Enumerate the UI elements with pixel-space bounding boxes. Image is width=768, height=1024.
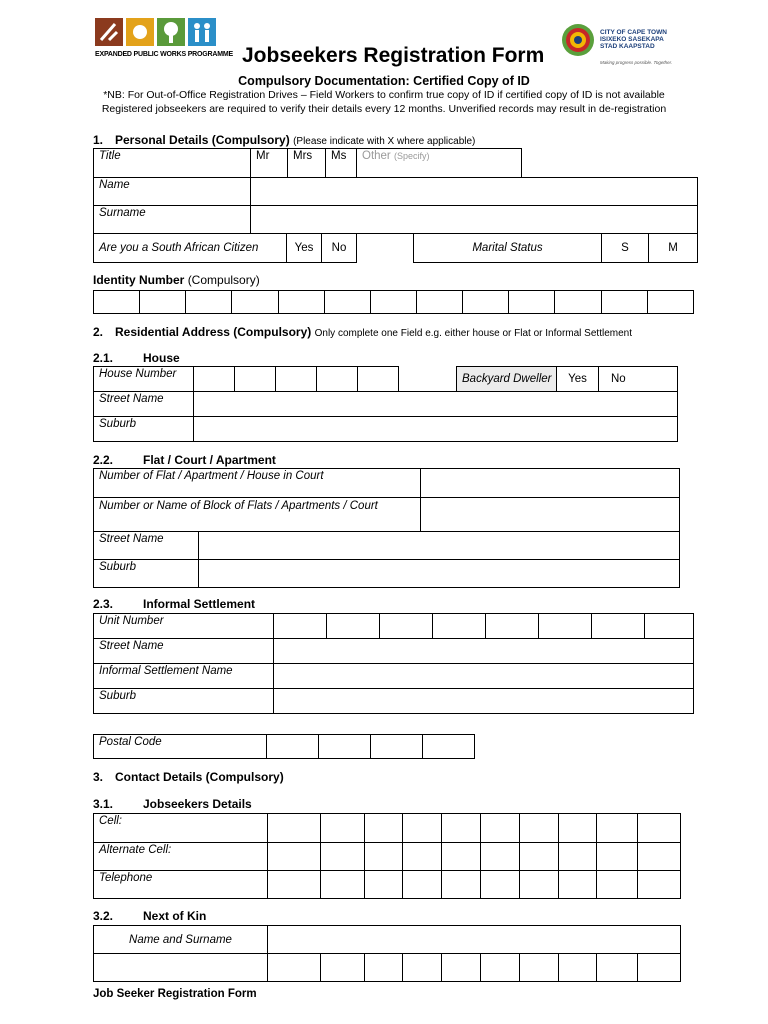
- informal-street-label: Street Name: [94, 639, 274, 664]
- kin-digit-box[interactable]: [365, 954, 403, 982]
- alt-cell-digit-box[interactable]: [321, 843, 365, 871]
- city-of-cape-town-logo: [560, 20, 680, 70]
- jobseeker-contact-table: [93, 813, 681, 899]
- unit-number-box[interactable]: [433, 614, 486, 639]
- house-street-field[interactable]: [194, 392, 678, 417]
- informal-settlement-heading: 2.3. Informal Settlement: [93, 597, 256, 611]
- id-digit-box[interactable]: [186, 291, 232, 314]
- house-number-box[interactable]: [276, 367, 317, 392]
- section-personal-details-heading: 1. Personal Details (Compulsory) (Please indicate with X where applicable): [93, 133, 476, 147]
- kin-digit-box[interactable]: [520, 954, 559, 982]
- citizen-marital-table: [93, 233, 698, 263]
- title-other-field[interactable]: Other (Specify): [357, 149, 522, 178]
- alt-cell-digit-box[interactable]: [597, 843, 638, 871]
- identity-number-heading: Identity Number (Compulsory): [93, 273, 260, 287]
- house-suburb-field[interactable]: [194, 417, 678, 442]
- epwp-logo: [95, 18, 233, 68]
- alt-cell-digit-box[interactable]: [365, 843, 403, 871]
- unit-number-box[interactable]: [592, 614, 645, 639]
- epwp-logo-text: EXPANDED PUBLIC WORKS PROGRAMME: [95, 51, 233, 58]
- epwp-people-icon: [188, 18, 216, 46]
- id-digit-box[interactable]: [601, 291, 647, 314]
- telephone-label: Telephone: [94, 871, 268, 899]
- next-of-kin-heading: 3.2. Next of Kin: [93, 909, 207, 923]
- flat-street-field[interactable]: [199, 532, 680, 560]
- backyard-yes-option[interactable]: Yes: [557, 367, 599, 392]
- unit-number-box[interactable]: [380, 614, 433, 639]
- page-footer: Job Seeker Registration Form: [93, 988, 257, 1000]
- telephone-digit-box[interactable]: [442, 871, 481, 899]
- id-digit-box[interactable]: [509, 291, 555, 314]
- cell-digit-box[interactable]: [597, 814, 638, 843]
- title-mr-option[interactable]: Mr: [251, 149, 288, 178]
- title-ms-option[interactable]: Ms: [326, 149, 357, 178]
- cell-digit-box[interactable]: [481, 814, 520, 843]
- house-number-box[interactable]: [235, 367, 276, 392]
- alt-cell-digit-box[interactable]: [638, 843, 681, 871]
- city-tagline: Making progress possible. Together.: [600, 60, 673, 65]
- id-digit-box[interactable]: [140, 291, 186, 314]
- alt-cell-digit-box[interactable]: [442, 843, 481, 871]
- kin-digit-box[interactable]: [559, 954, 597, 982]
- telephone-digit-box[interactable]: [321, 871, 365, 899]
- cell-digit-box[interactable]: [638, 814, 681, 843]
- house-number-box[interactable]: [358, 367, 399, 392]
- telephone-digit-box[interactable]: [365, 871, 403, 899]
- alt-cell-digit-box[interactable]: [559, 843, 597, 871]
- id-digit-box[interactable]: [94, 291, 140, 314]
- marital-status-label: Marital Status: [414, 234, 602, 263]
- flat-number-label: Number of Flat / Apartment / House in Court: [94, 469, 421, 498]
- id-digit-box[interactable]: [278, 291, 324, 314]
- id-digit-box[interactable]: [232, 291, 278, 314]
- id-digit-box[interactable]: [324, 291, 370, 314]
- title-mrs-option[interactable]: Mrs: [288, 149, 326, 178]
- house-address-table: [93, 391, 678, 442]
- next-of-kin-table: [93, 925, 681, 982]
- flat-block-label: Number or Name of Block of Flats / Apartments / Court: [94, 498, 421, 532]
- surname-label: Surname: [94, 206, 251, 234]
- kin-digit-box[interactable]: [597, 954, 638, 982]
- city-crest-icon: [560, 22, 596, 58]
- alt-cell-digit-box[interactable]: [481, 843, 520, 871]
- telephone-digit-box[interactable]: [268, 871, 321, 899]
- flat-street-label: Street Name: [94, 532, 199, 560]
- unit-number-box[interactable]: [539, 614, 592, 639]
- unit-number-box[interactable]: [274, 614, 327, 639]
- citizen-label: Are you a South African Citizen: [94, 234, 287, 263]
- marital-married-option[interactable]: M: [649, 234, 698, 263]
- unit-number-label: Unit Number: [94, 614, 274, 639]
- epwp-sun-icon: [126, 18, 154, 46]
- kin-digit-box[interactable]: [403, 954, 442, 982]
- house-street-label: Street Name: [94, 392, 194, 417]
- house-number-box[interactable]: [194, 367, 235, 392]
- surname-field[interactable]: [251, 206, 698, 234]
- informal-settlement-table: [93, 613, 694, 714]
- cell-digit-box[interactable]: [321, 814, 365, 843]
- unit-number-box[interactable]: [645, 614, 694, 639]
- kin-blank-label-cell: [94, 954, 268, 982]
- postal-code-table: [93, 734, 475, 759]
- telephone-digit-box[interactable]: [638, 871, 681, 899]
- kin-name-label: Name and Surname: [94, 926, 268, 954]
- settlement-name-field[interactable]: [274, 664, 694, 689]
- unit-number-box[interactable]: [327, 614, 380, 639]
- telephone-digit-box[interactable]: [597, 871, 638, 899]
- telephone-digit-box[interactable]: [520, 871, 559, 899]
- alt-cell-digit-box[interactable]: [403, 843, 442, 871]
- cell-digit-box[interactable]: [268, 814, 321, 843]
- city-name-text: CITY OF CAPE TOWN ISIXEKO SASEKAPA STAD KAAPSTAD: [600, 29, 667, 50]
- backyard-no-option[interactable]: No: [599, 367, 678, 392]
- kin-digit-box[interactable]: [481, 954, 520, 982]
- kin-name-field[interactable]: [268, 926, 681, 954]
- kin-digit-box[interactable]: [442, 954, 481, 982]
- flat-number-field[interactable]: [421, 469, 680, 498]
- unit-number-box[interactable]: [486, 614, 539, 639]
- cell-digit-box[interactable]: [403, 814, 442, 843]
- flat-block-field[interactable]: [421, 498, 680, 532]
- house-number-label: House Number: [94, 367, 194, 392]
- house-table: [93, 366, 678, 392]
- subtitle: Compulsory Documentation: Certified Copy of ID: [238, 74, 530, 88]
- kin-digit-box[interactable]: [321, 954, 365, 982]
- kin-digit-box[interactable]: [638, 954, 681, 982]
- id-digit-box[interactable]: [416, 291, 462, 314]
- id-digit-box[interactable]: [370, 291, 416, 314]
- name-label: Name: [94, 178, 251, 206]
- personal-details-table: [93, 148, 698, 234]
- section-contact-details-heading: 3. Contact Details (Compulsory): [93, 770, 284, 784]
- house-suburb-label: Suburb: [94, 417, 194, 442]
- informal-suburb-label: Suburb: [94, 689, 274, 714]
- kin-digit-box[interactable]: [268, 954, 321, 982]
- house-number-box[interactable]: [317, 367, 358, 392]
- postal-code-box[interactable]: [319, 735, 371, 759]
- epwp-tools-icon: [95, 18, 123, 46]
- cell-digit-box[interactable]: [520, 814, 559, 843]
- jobseekers-details-heading: 3.1. Jobseekers Details: [93, 797, 252, 811]
- postal-code-box[interactable]: [423, 735, 475, 759]
- cell-label: Cell:: [94, 814, 268, 843]
- note-line-1: *NB: For Out-of-Office Registration Drives – Field Workers to confirm true copy of ID if certified copy of ID is not available: [103, 89, 665, 101]
- flat-suburb-label: Suburb: [94, 560, 199, 588]
- backyard-dweller-label: Backyard Dweller: [457, 367, 557, 392]
- alt-cell-digit-box[interactable]: [268, 843, 321, 871]
- citizen-yes-option[interactable]: Yes: [287, 234, 322, 263]
- flat-heading: 2.2. Flat / Court / Apartment: [93, 453, 276, 467]
- id-digit-box[interactable]: [555, 291, 601, 314]
- identity-number-boxes: [93, 290, 694, 314]
- informal-street-field[interactable]: [274, 639, 694, 664]
- epwp-tree-icon: [157, 18, 185, 46]
- cell-digit-box[interactable]: [365, 814, 403, 843]
- telephone-digit-box[interactable]: [559, 871, 597, 899]
- cell-digit-box[interactable]: [442, 814, 481, 843]
- alt-cell-digit-box[interactable]: [520, 843, 559, 871]
- alternate-cell-label: Alternate Cell:: [94, 843, 268, 871]
- id-digit-box[interactable]: [647, 291, 693, 314]
- id-digit-box[interactable]: [463, 291, 509, 314]
- telephone-digit-box[interactable]: [481, 871, 520, 899]
- flat-table: [93, 468, 680, 588]
- postal-code-box[interactable]: [371, 735, 423, 759]
- page-title: Jobseekers Registration Form: [242, 44, 545, 67]
- informal-suburb-field[interactable]: [274, 689, 694, 714]
- title-label: Title: [94, 149, 251, 178]
- flat-suburb-field[interactable]: [199, 560, 680, 588]
- telephone-digit-box[interactable]: [403, 871, 442, 899]
- postal-code-box[interactable]: [267, 735, 319, 759]
- name-field[interactable]: [251, 178, 698, 206]
- house-heading: 2.1. House: [93, 351, 180, 365]
- note-line-2: Registered jobseekers are required to verify their details every 12 months. Unverified records may result in de-registration: [101, 103, 667, 115]
- section-residential-address-heading: 2. Residential Address (Compulsory) Only complete one Field e.g. either house or Flat or Informal Settlement: [93, 325, 632, 339]
- cell-digit-box[interactable]: [559, 814, 597, 843]
- citizen-no-option[interactable]: No: [322, 234, 357, 263]
- settlement-name-label: Informal Settlement Name: [94, 664, 274, 689]
- marital-single-option[interactable]: S: [602, 234, 649, 263]
- postal-code-label: Postal Code: [94, 735, 267, 759]
